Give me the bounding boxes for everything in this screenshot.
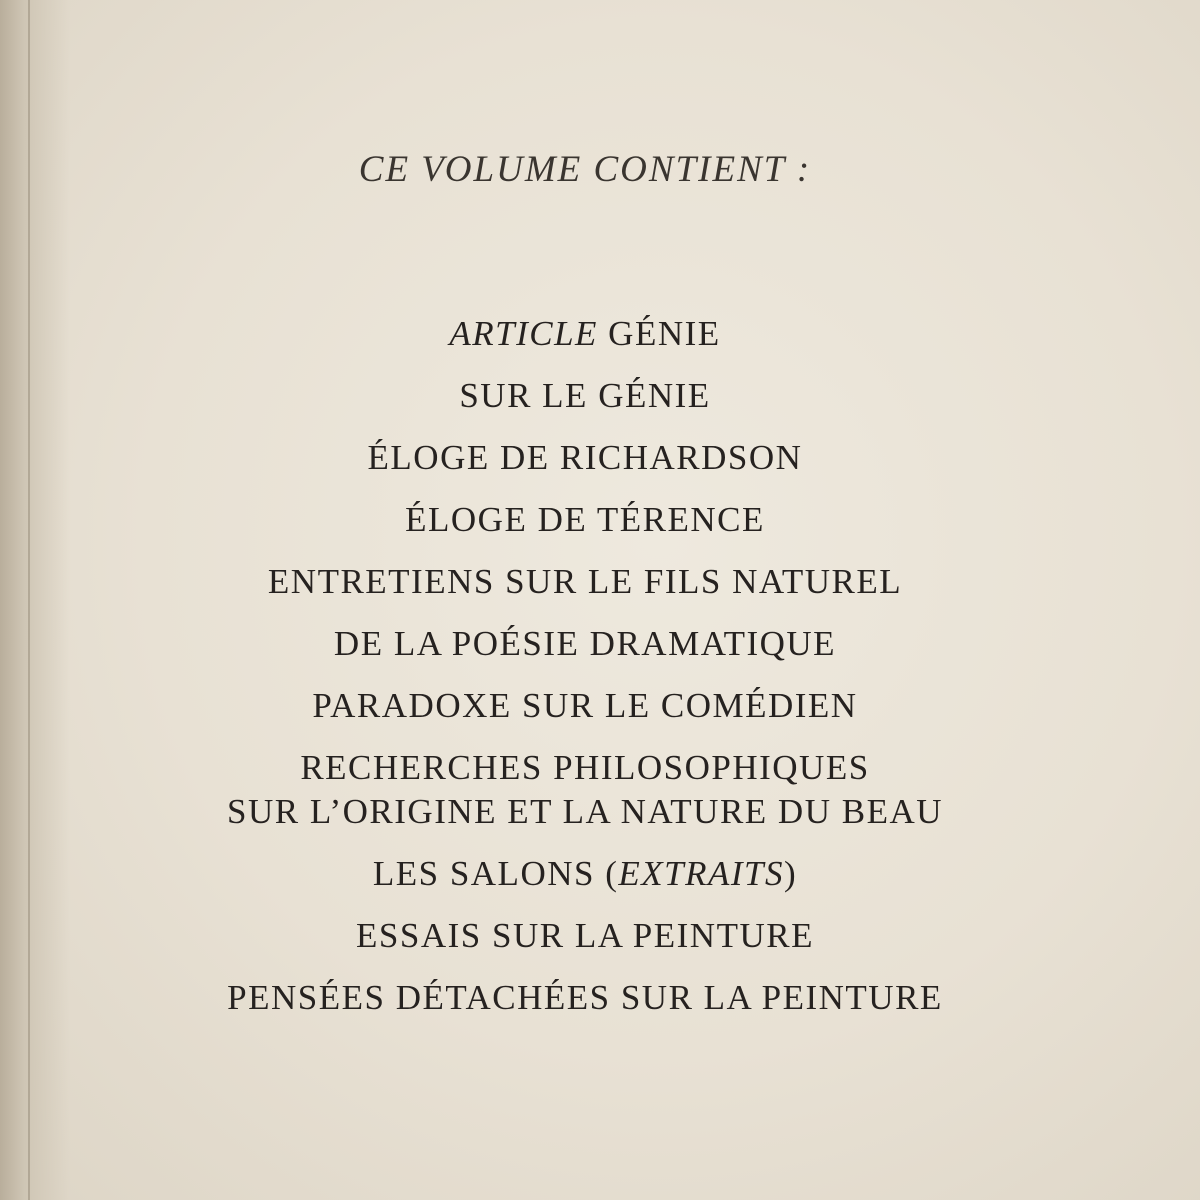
- entry-essais: ESSAIS SUR LA PEINTURE: [356, 916, 814, 955]
- entry-recherches: [0, 746, 1170, 834]
- entry-salons-suffix: ): [783, 854, 798, 893]
- entry-poesie-dramatique: DE LA POÉSIE DRAMATIQUE: [333, 624, 837, 663]
- entry-pensees: PENSÉES DÉTACHÉES SUR LA PEINTURE: [227, 978, 943, 1017]
- entry-article-genie-text: GÉNIE: [597, 314, 721, 353]
- contents-heading: CE VOLUME CONTIENT :: [358, 149, 812, 190]
- entry-salons-prefix: LES SALONS (: [372, 854, 619, 893]
- entry-sur-le-genie: SUR LE GÉNIE: [459, 376, 711, 415]
- entry-article-genie-italic: ARTICLE: [449, 314, 598, 353]
- entry-recherches-line1: RECHERCHES PHILOSOPHIQUES: [300, 748, 870, 787]
- contents-list: [0, 312, 1170, 1038]
- entry-eloge-richardson: ÉLOGE DE RICHARDSON: [367, 438, 803, 477]
- entry-recherches-line2: SUR L’ORIGINE ET LA NATURE DU BEAU: [227, 792, 943, 831]
- entry-entretiens: ENTRETIENS SUR LE FILS NATUREL: [267, 562, 903, 601]
- entry-salons: [0, 852, 1170, 896]
- entry-article-genie: [0, 312, 1170, 356]
- entry-salons-italic: EXTRAITS: [618, 854, 784, 893]
- entry-eloge-terence: ÉLOGE DE TÉRENCE: [405, 500, 765, 539]
- entry-paradoxe: PARADOXE SUR LE COMÉDIEN: [312, 686, 858, 725]
